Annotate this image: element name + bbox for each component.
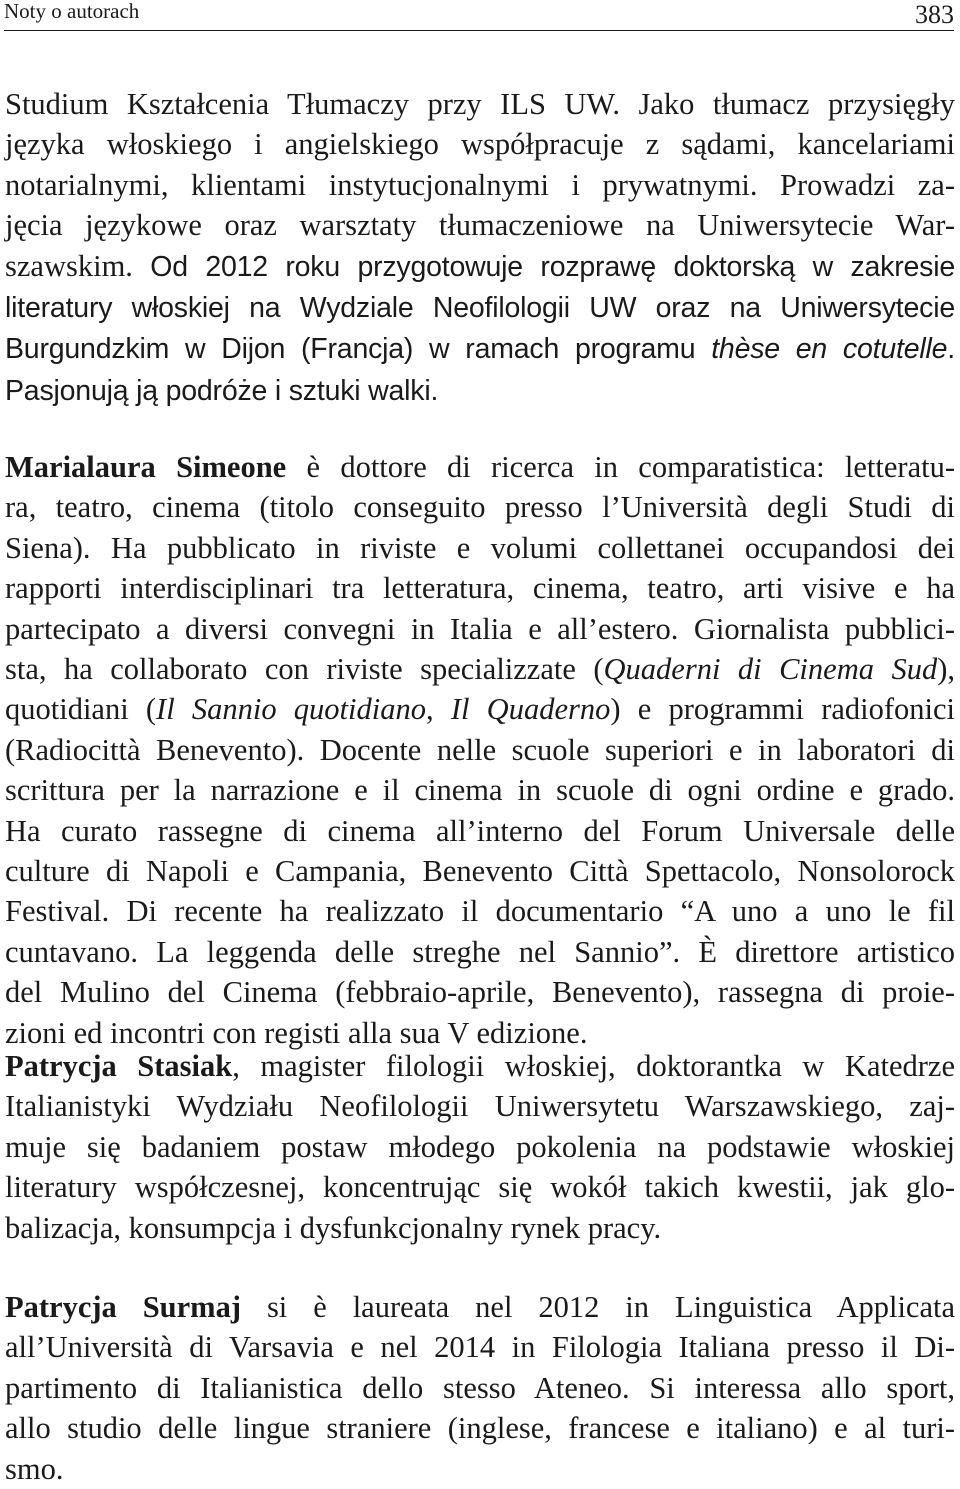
paragraph-translator-bio-continued — [5, 84, 955, 411]
text-line — [5, 205, 955, 245]
text-line — [5, 972, 955, 1012]
text-segment: języka włoskiego i angielskiego współpracuje z sądami, kancelariami — [5, 127, 955, 162]
text-line — [5, 811, 955, 851]
text-segment: Ha curato rassegne di cinema all’interno del Forum Universale delle — [5, 813, 955, 848]
paragraph-patrycja-stasiak — [5, 1046, 955, 1248]
text-segment: muje się badaniem postaw młodego pokolenia na podstawie włoskiej — [5, 1129, 955, 1164]
italic-title: thèse en cotutelle — [711, 333, 948, 366]
text-line — [5, 246, 955, 287]
text-line — [5, 851, 955, 891]
text-line — [5, 689, 955, 729]
text-segment: (Radiocittà Benevento). Docente nelle scuole superiori e in laboratori di — [5, 732, 955, 767]
text-line — [5, 447, 955, 487]
italic-title: Il Sannio quotidiano — [156, 692, 426, 727]
text-segment: cuntavano. La leggenda delle streghe nel Sannio”. È direttore artistico — [5, 934, 955, 969]
text-segment: Burgundzkim w Dijon (Francja) w ramach programu — [5, 333, 712, 366]
page-number: 383 — [915, 0, 954, 29]
text-segment: ra, teatro, cinema (titolo conseguito presso l’Università degli Studi di — [5, 490, 955, 525]
section-title: Noty o autorach — [4, 0, 140, 23]
text-segment: culture di Napoli e Campania, Benevento Città Spettacolo, Nonsolorock — [5, 854, 955, 889]
text-line — [5, 1167, 955, 1207]
text-line — [5, 1449, 955, 1489]
text-segment: literatury współczesnej, koncentrując się wokół takich kwestii, jak glo- — [5, 1170, 955, 1205]
text-segment: ) e programmi radiofonici — [610, 692, 956, 727]
text-segment: del Mulino del Cinema (febbraio-aprile, Benevento), rassegna di proie- — [5, 975, 955, 1010]
author-name: Marialaura Simeone — [5, 450, 287, 484]
text-segment: Od 2012 roku przygotowuje rozprawę doktorską w zakresie — [150, 250, 955, 283]
author-name: Patrycja Surmaj — [5, 1290, 241, 1324]
text-segment: zioni ed incontri con registi alla sua V edizione. — [5, 1015, 588, 1050]
running-header — [4, 0, 954, 31]
paragraph-patrycja-surmaj — [5, 1287, 955, 1489]
paragraph-marialaura-simeone — [5, 447, 955, 1053]
text-segment: Italianistyki Wydziału Neofilologii Uniwersytetu Warszawskiego, zaj- — [5, 1089, 955, 1124]
text-segment: ), — [937, 652, 955, 687]
text-segment: si è laureata nel 2012 in Linguistica Applicata — [241, 1290, 956, 1324]
text-line — [5, 609, 955, 649]
text-segment: notarialnymi, klientami instytucjonalnymi i prywatnymi. Prowadzi za- — [5, 167, 955, 202]
text-segment: rapporti interdisciplinari tra letteratura, cinema, teatro, arti visive e ha — [5, 571, 955, 606]
text-line — [5, 487, 955, 527]
text-segment: . — [947, 333, 955, 366]
text-segment: Studium Kształcenia Tłumaczy przy ILS UW. Jako tłumacz przysięgły — [5, 87, 955, 121]
text-line — [5, 84, 955, 124]
text-segment: balizacja, konsumpcja i dysfunkcjonalny rynek pracy. — [5, 1210, 662, 1245]
text-segment: Festival. Di recente ha realizzato il documentario “A uno a uno le fil — [5, 894, 955, 929]
text-line — [5, 1127, 955, 1167]
text-segment: Siena). Ha pubblicato in riviste e volumi collettanei occupandosi dei — [5, 530, 955, 565]
text-line — [5, 328, 955, 369]
text-line — [5, 1287, 955, 1327]
text-line — [5, 770, 955, 810]
text-line — [5, 124, 955, 164]
italic-title: Quaderni di Cinema Sud — [603, 652, 938, 687]
text-segment: scrittura per la narrazione e il cinema in scuole di ogni ordine e grado. — [5, 773, 955, 808]
text-line — [5, 1208, 955, 1248]
text-segment: szawskim. — [5, 248, 151, 283]
author-name: Patrycja Stasiak — [5, 1049, 233, 1083]
text-segment: jęcia językowe oraz warsztaty tłumaczeniowe na Uniwersytecie War- — [5, 208, 955, 243]
text-segment: è dottore di ricerca in comparatistica: letteratu- — [286, 450, 955, 484]
text-line — [5, 1046, 955, 1086]
text-line — [5, 287, 955, 328]
text-line — [5, 1327, 955, 1367]
text-line — [5, 1408, 955, 1448]
text-segment: partimento di Italianistica dello stesso Ateneo. Si interessa allo sport, — [5, 1370, 955, 1405]
text-line — [5, 1368, 955, 1408]
text-segment: smo. — [5, 1451, 64, 1486]
text-line — [5, 932, 955, 972]
text-segment: , magister filologii włoskiej, doktorantka w Katedrze — [232, 1049, 955, 1083]
text-segment: all’Università di Varsavia e nel 2014 in Filologia Italiana presso il Di- — [5, 1330, 955, 1365]
italic-title: Il Quaderno — [450, 692, 611, 727]
text-segment: allo studio delle lingue straniere (inglese, francese e italiano) e al turi- — [5, 1411, 955, 1446]
text-segment: Pasjonują ją podróże i sztuki walki. — [5, 374, 439, 407]
text-line — [5, 730, 955, 770]
text-line — [5, 165, 955, 205]
text-segment: , — [425, 692, 451, 727]
text-line — [5, 528, 955, 568]
text-segment: literatury włoskiej na Wydziale Neofilologii UW oraz na Uniwersytecie — [5, 292, 955, 325]
text-segment: sta, ha collaborato con riviste specializzate ( — [5, 652, 604, 687]
text-line — [5, 370, 955, 411]
text-line — [5, 1086, 955, 1126]
text-line — [5, 649, 955, 689]
text-segment: quotidiani ( — [5, 692, 157, 727]
text-line — [5, 891, 955, 931]
text-segment: partecipato a diversi convegni in Italia e all’estero. Giornalista pubblici- — [5, 611, 955, 646]
text-line — [5, 568, 955, 608]
